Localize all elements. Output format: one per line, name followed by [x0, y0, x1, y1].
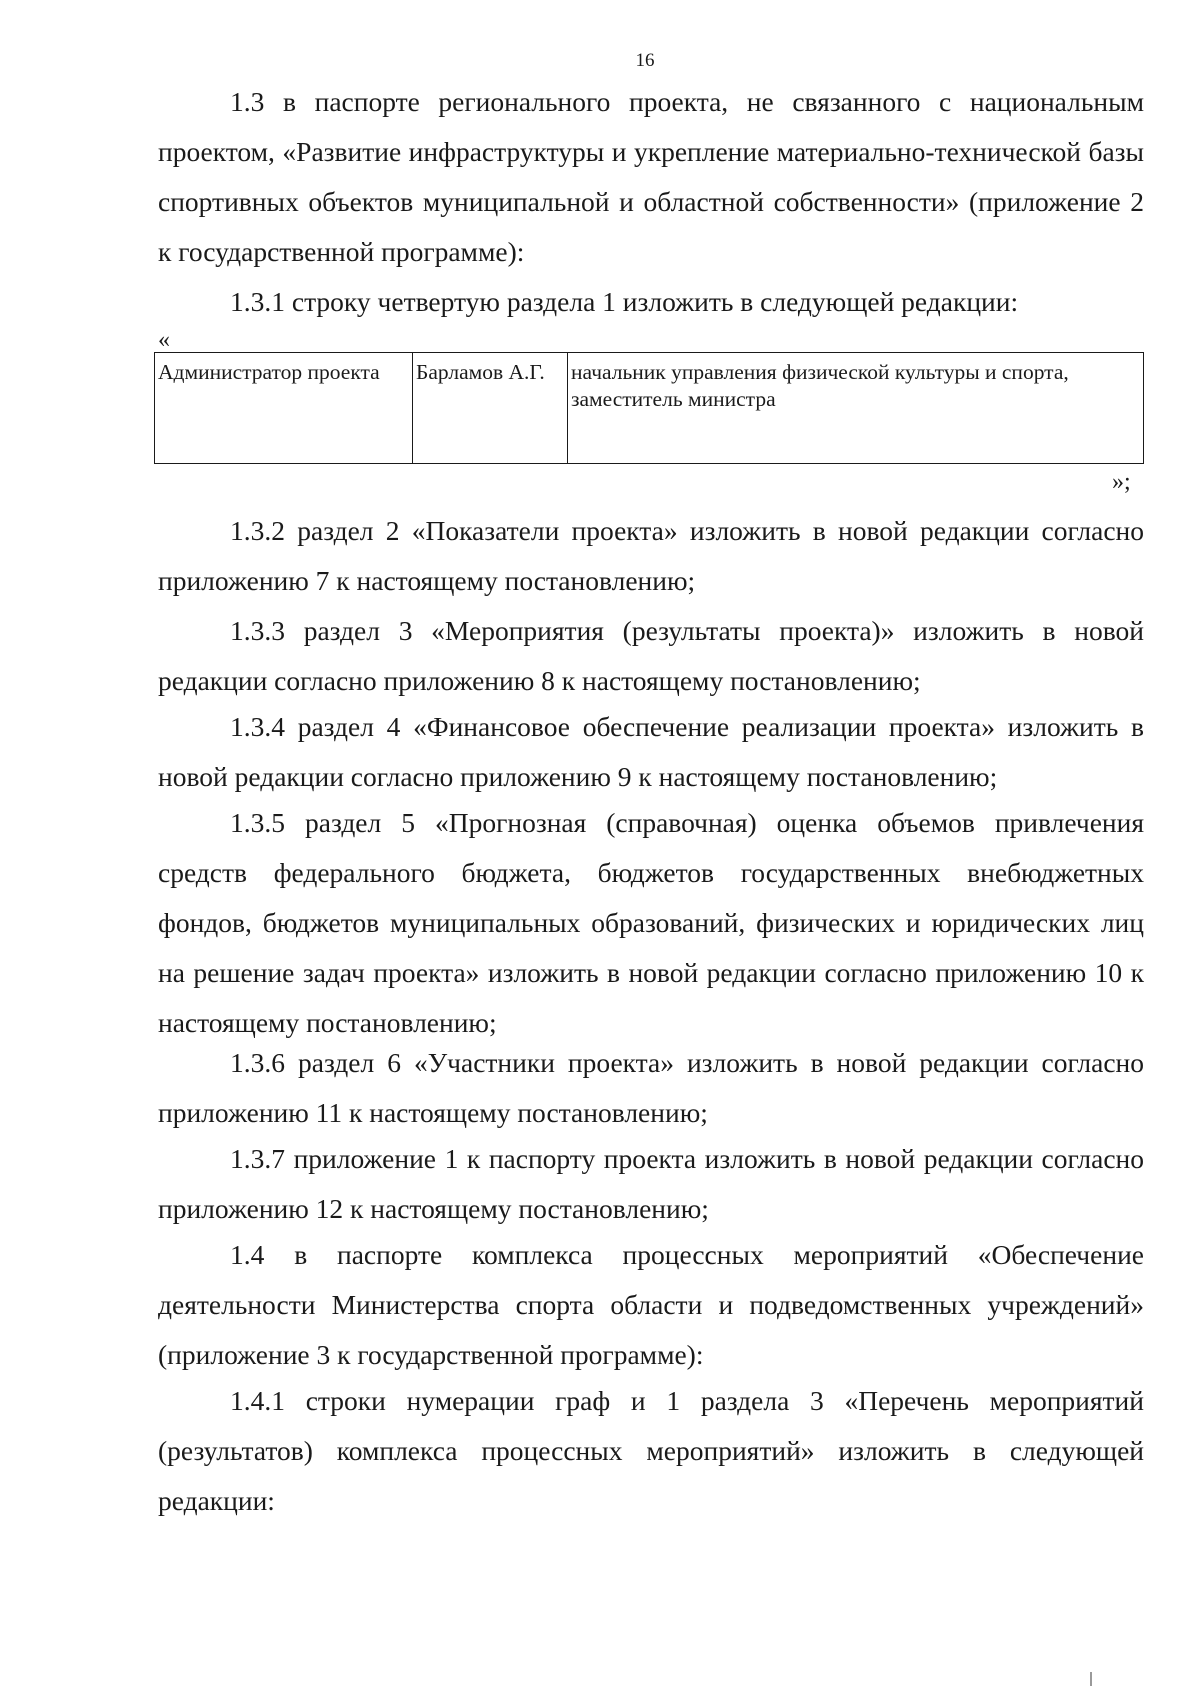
- paragraph-1-3-1: 1.3.1 строку четвертую раздела 1 изложить в следующей редакции:: [230, 286, 1019, 317]
- paragraph-1-3-4: 1.3.4 раздел 4 «Финансовое обеспечение реализации проекта» изложить в новой редакции согласно приложению 9 к настоящему постановлению;: [158, 711, 1144, 792]
- paragraph-1-4-1: 1.4.1 строки нумерации граф и 1 раздела 3 «Перечень мероприятий (результатов) комплекса процессных мероприятий» изложить в следующей редакции:: [158, 1385, 1144, 1516]
- administrator-table: [154, 352, 1144, 464]
- paragraph-1-3-3: 1.3.3 раздел 3 «Мероприятия (результаты проекта)» изложить в новой редакции согласно приложению 8 к настоящему постановлению;: [158, 615, 1144, 696]
- cell-person: Барламов А.Г.: [413, 353, 568, 464]
- paragraph-1-4: 1.4 в паспорте комплекса процессных мероприятий «Обеспечение деятельности Министерства спорта области и подведомственных учреждений» (приложение 3 к государственной программе):: [158, 1239, 1144, 1370]
- cell-role: Администратор проекта: [155, 353, 413, 464]
- quote-close: »;: [1112, 469, 1131, 495]
- paragraph-1-3-5: 1.3.5 раздел 5 «Прогнозная (справочная) оценка объемов привлечения средств федерального бюджета, бюджетов государственных внебюджетных фондов, бюджетов муниципальных образований, физических и юридических лиц на решение задач проекта» изложить в новой редакции согласно приложению 10 к настоящему постановлению;: [158, 807, 1144, 1038]
- paragraph-1-3-6: 1.3.6 раздел 6 «Участники проекта» изложить в новой редакции согласно приложению 11 к настоящему постановлению;: [158, 1047, 1144, 1128]
- paragraph-1-3: 1.3 в паспорте регионального проекта, не связанного с национальным проектом, «Развитие инфраструктуры и укрепление материально-технической базы спортивных объектов муниципальной и областной собственности» (приложение 2 к государственной программе):: [158, 86, 1144, 267]
- paragraph-1-3-2: 1.3.2 раздел 2 «Показатели проекта» изложить в новой редакции согласно приложению 7 к настоящему постановлению;: [158, 515, 1144, 596]
- quote-open: «: [158, 327, 170, 353]
- cell-position: начальник управления физической культуры и спорта, заместитель министра: [568, 353, 1144, 464]
- page-number: 16: [635, 50, 655, 71]
- scan-mark: [1090, 1672, 1092, 1686]
- paragraph-1-3-7: 1.3.7 приложение 1 к паспорту проекта изложить в новой редакции согласно приложению 12 к настоящему постановлению;: [158, 1143, 1144, 1224]
- table-row: [155, 353, 1144, 464]
